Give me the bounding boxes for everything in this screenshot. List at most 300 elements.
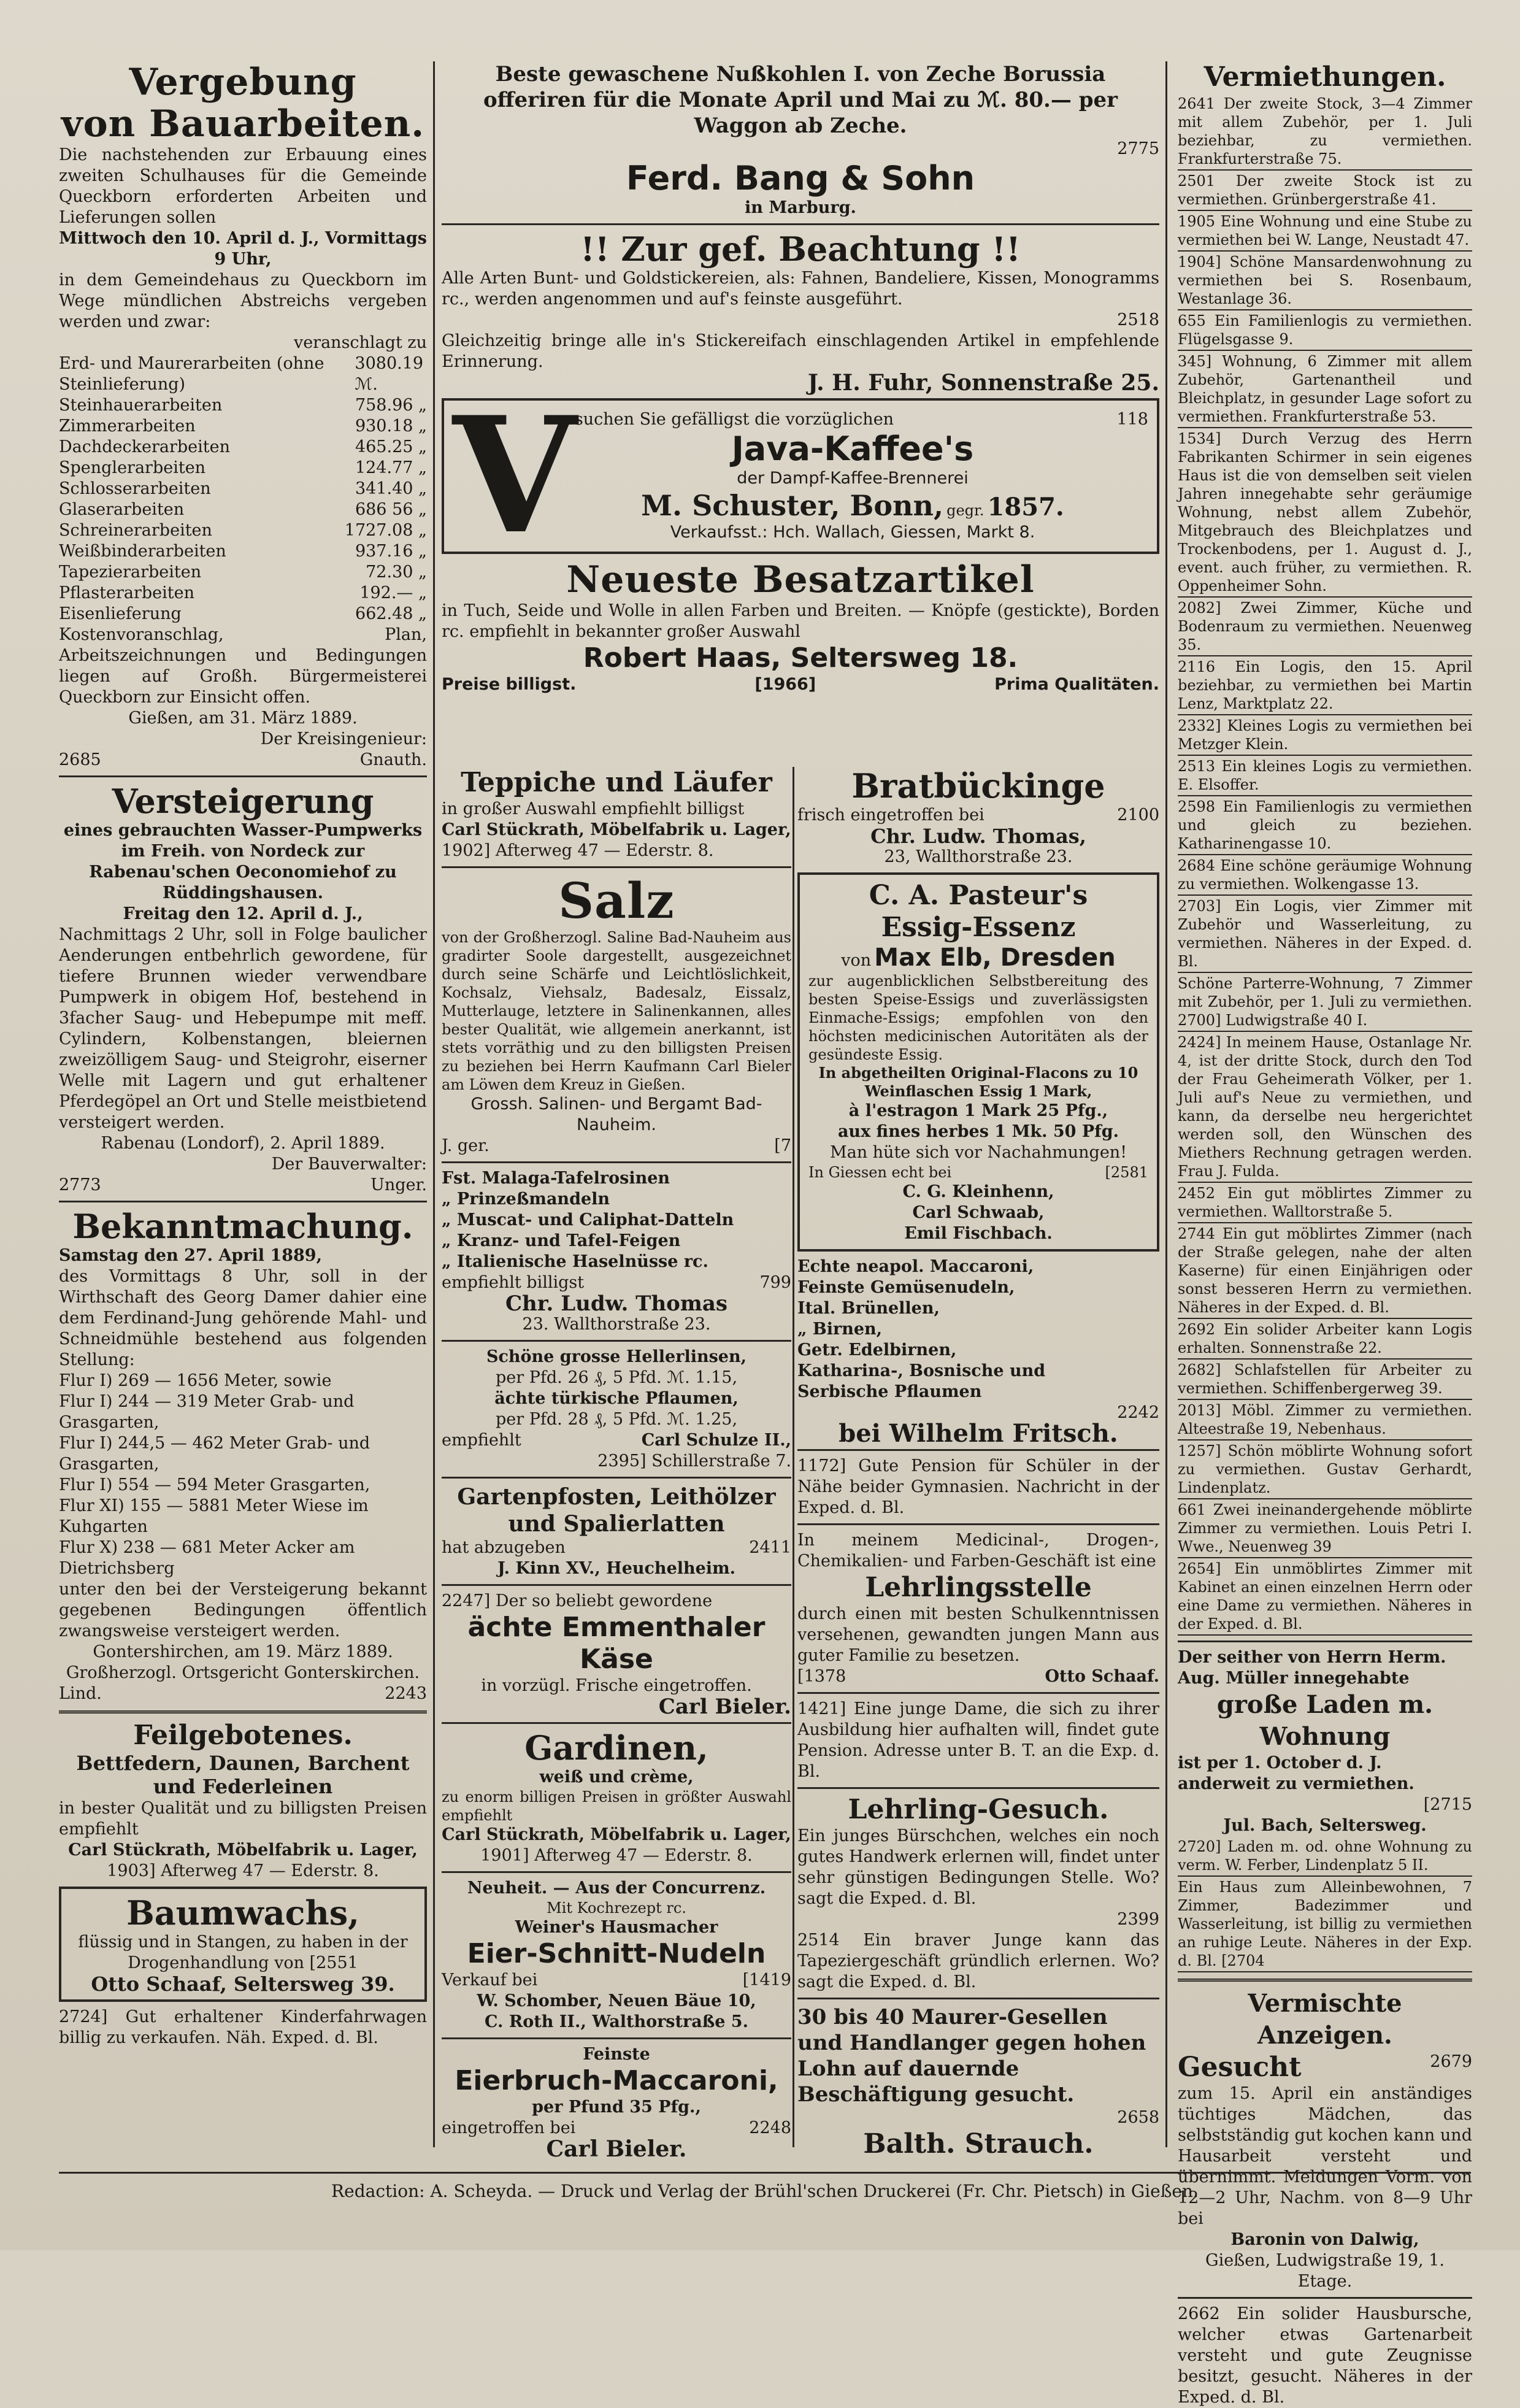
divider <box>1178 1979 1472 1982</box>
cost-row <box>59 395 427 416</box>
list-item: 2082] Zwei Zimmer, Küche und Bodenraum zu vermiethen. Neuenweg 35. <box>1178 598 1472 656</box>
body: in großer Auswahl empfiehlt billigst <box>442 799 745 818</box>
title: ächte türkische Pflaumen, <box>494 1389 739 1408</box>
firm: C. Roth II., Walthorstraße 5. <box>485 2012 748 2031</box>
line: In abgetheilten Original-Flacons zu 10 Weinflaschen Essig 1 Mark, <box>818 1064 1138 1100</box>
cost-row <box>59 458 427 479</box>
line: aux fines herbes 1 Mk. 50 Pfg. <box>837 1122 1119 1141</box>
column-left <box>59 61 427 2048</box>
ad-nusskohlen <box>442 61 1159 218</box>
line: Feinste <box>583 2045 650 2064</box>
cost-value: 192.— „ <box>359 583 427 602</box>
org: Grossh. Salinen- und Bergamt Bad-Nauheim. <box>470 1094 762 1134</box>
row <box>442 1970 791 1991</box>
ad-number: [1378 <box>797 1667 846 1686</box>
divider <box>442 223 1159 225</box>
divider <box>797 1523 1159 1525</box>
column-middle-left <box>442 767 791 2160</box>
firm: Otto Schaaf. <box>1045 1667 1159 1686</box>
title: Neueste Besatzartikel <box>566 558 1035 601</box>
ad-lehrling-gesuch <box>797 1794 1159 1930</box>
cost-name: Steinhauerarbeiten <box>59 396 223 415</box>
signer: Großherzogl. Ortsgericht Gonterskirchen. <box>66 1663 420 1682</box>
list-item: 1534] Durch Verzug des Herrn Fabrikanten Schirmer in sein eigenes Haus ist die von demselben seit vielen Jahren innegehabte sehr geräumige Wohnung, nebst allem Zubehör, Mitgebrauch des Bleichplatzes und Trockenbodens, per 1. August d. J., event. auch früher, zu vermiethen. R. Oppenheimer Sohn. <box>1178 428 1472 598</box>
ad-number: 2679 <box>1430 2052 1472 2071</box>
title: Teppiche und Läufer <box>461 767 772 798</box>
plot-item: Flur I) 244 — 319 Meter Grab- und Grasgarten, <box>59 1392 355 1432</box>
ad-laden <box>1178 1647 1472 1836</box>
title: C. A. Pasteur's <box>869 880 1088 911</box>
ad-kaese <box>442 1591 791 1717</box>
divider <box>797 1692 1159 1694</box>
firm: Chr. Ludw. Thomas <box>505 1291 727 1316</box>
label: veranschlagt zu <box>293 333 427 352</box>
rental-list <box>1178 93 1472 1636</box>
firm: Emil Fischbach. <box>904 1224 1053 1243</box>
ad-tapezierer: 2514 Ein braver Junge kann das Tapeziergeschäft gründlich erlernen. Wo? sagt die Exped. d. Bl. <box>797 1931 1159 1991</box>
ad-number: 2399 <box>1117 1910 1159 1929</box>
column-rule-2 <box>1165 61 1167 2147</box>
title: von Bauarbeiten. <box>61 102 425 145</box>
signature-row <box>59 1683 427 1704</box>
cost-row <box>59 562 427 583</box>
list-item: Fst. Malaga-Tafelrosinen <box>442 1169 670 1188</box>
address: 1903] Afterweg 47 — Ederstr. 8. <box>107 1861 379 1880</box>
firm: Ferd. Bang & Sohn <box>626 159 975 198</box>
list-item: Katharina-, Bosnische und <box>797 1361 1046 1380</box>
ad-maccaroni <box>442 2044 791 2160</box>
signature: J. ger. <box>442 1136 489 1155</box>
divider <box>59 1201 427 1202</box>
divider <box>442 1161 791 1163</box>
divider <box>442 1340 791 1342</box>
title: große Laden m. Wohnung <box>1216 1690 1434 1751</box>
list-item: „ Italienische Haselnüsse rc. <box>442 1252 708 1271</box>
cost-value: 341.40 „ <box>355 479 427 498</box>
section-title: Vermischte Anzeigen. <box>1248 1989 1402 2050</box>
title: !! Zur gef. Beachtung !! <box>580 229 1021 269</box>
divider <box>797 1787 1159 1789</box>
body: hat abzugeben <box>442 1538 566 1557</box>
line: Verkaufsst.: Hch. Wallach, Giessen, Markt 8. <box>670 523 1035 542</box>
ad-bekanntmachung <box>59 1207 427 1704</box>
ad-besatzartikel <box>442 559 1159 695</box>
firm: Carl Stückrath, Möbelfabrik u. Lager, <box>442 1825 791 1844</box>
ad-salz <box>442 873 791 1156</box>
body: Beste gewaschene Nußkohlen I. von Zeche Borussia offeriren für die Monate April und Mai zu ℳ. 80.— per Waggon ab Zeche. <box>483 62 1118 138</box>
ad-bratbueckinge <box>797 767 1159 867</box>
cost-name: Pflasterarbeiten <box>59 583 194 602</box>
row <box>442 1272 791 1293</box>
cost-row <box>59 416 427 437</box>
list-item: 2501 Der zweite Stock ist zu vermiethen. Grünbergerstraße 41. <box>1178 171 1472 211</box>
firm: Carl Schwaab, <box>912 1203 1045 1222</box>
line: Weiner's Hausmacher <box>515 1918 718 1937</box>
body: in Tuch, Seide und Wolle in allen Farben und Breiten. — Knöpfe (gestickte), Borden rc. empfiehlt in bekannter großer Auswahl <box>442 601 1159 641</box>
body: Ein junges Bürschchen, welches ein noch gutes Handwerk erlernen will, findet unter sehr günstigen Bedingungen Stelle. Wo? sagt die Exped. d. Bl. <box>797 1826 1159 1908</box>
list-item: „ Birnen, <box>797 1320 883 1339</box>
year: 1857. <box>987 493 1064 521</box>
list-item: 2424] In meinem Hause, Ostanlage Nr. 4, ist der dritte Stock, durch den Tod der Frau Geheimerath Völker, per 1. Juli auf's Neue zu vermiethen, und kann, da derselbe neu hergerichtet werden soll, den Wünschen des Miethers Rechnung getragen werden. Frau J. Fulda. <box>1178 1032 1472 1183</box>
list-item: Serbische Pflaumen <box>797 1382 982 1401</box>
ad-gardinen <box>442 1729 791 1866</box>
list-item: Echte neapol. Maccaroni, <box>797 1257 1034 1276</box>
ad-number: 2243 <box>385 1684 427 1703</box>
label: von <box>841 951 872 970</box>
list-item: Getr. Edelbirnen, <box>797 1341 957 1360</box>
ad-junge-dame: 1421] Eine junge Dame, die sich zu ihrer Ausbildung hier aufhalten will, findet gute Pension. Adresse unter B. T. an die Exp. d. Bl. <box>797 1699 1159 1781</box>
list-item: „ Prinzeßmandeln <box>442 1190 610 1209</box>
plot-item: Flur I) 244,5 — 462 Meter Grab- und Grasgarten, <box>59 1434 370 1474</box>
divider <box>442 866 791 868</box>
cost-name: Erd- und Maurerarbeiten (ohne Steinlieferung) <box>59 354 324 394</box>
cost-name: Dachdeckerarbeiten <box>59 437 231 456</box>
firm: C. G. Kleinhenn, <box>902 1182 1054 1201</box>
list-item: 2720] Laden m. od. ohne Wohnung zu verm. W. Ferber, Lindenplatz 5 II. <box>1178 1836 1472 1877</box>
signature-row <box>442 1136 791 1156</box>
address: 23. Wallthorstraße 23. <box>522 1315 711 1334</box>
ad-hausbursche: 2662 Ein solider Hausbursche, welcher etwas Gartenarbeit versteht und gute Zeugnisse besitzt, gesucht. Näheres in der Exped. d. Bl. <box>1178 2304 1472 2407</box>
signer: Der Bauverwalter: <box>271 1155 427 1174</box>
date: Samstag den 27. April 1889, <box>59 1246 322 1265</box>
body: flüssig und in Stangen, zu haben in der Drogenhandlung von [2551 <box>78 1933 408 1972</box>
line: ersuchen Sie gefälligst die vorzüglichen <box>557 410 894 429</box>
body: Verkauf bei <box>442 1971 538 1990</box>
line: à l'estragon 1 Mark 25 Pfg., <box>848 1101 1108 1120</box>
list-item: 2744 Ein gut möblirtes Zimmer (nach der Straße gelegen, nahe der alten Kaserne) für einen Einjährigen oder sonst besseren Herrn zu vermiethen. Näheres in der Exped. d. Bl. <box>1178 1223 1472 1319</box>
section-title: Vermiethungen. <box>1203 61 1446 93</box>
title: Bratbückinge <box>851 766 1105 806</box>
row <box>797 1666 1159 1687</box>
line: ist per 1. October d. J. anderweit zu vermiethen. <box>1178 1753 1414 1793</box>
title: Gardinen, <box>524 1728 708 1768</box>
list-item: 661 Zwei ineinandergehende möblirte Zimmer zu vermiethen. Louis Petri I. Wwe., Neuenweg 39 <box>1178 1499 1472 1558</box>
ad-vergebung <box>59 61 427 771</box>
firm: J. Kinn XV., Heuchelheim. <box>497 1559 736 1578</box>
line: Mit Kochrezept rc. <box>547 1899 686 1917</box>
address: 1901] Afterweg 47 — Ederstr. 8. <box>480 1846 753 1865</box>
ad-versteigerung <box>59 782 427 1196</box>
list-item: Schöne Parterre-Wohnung, 7 Zimmer mit Zubehör, per 1. Juli zu vermiethen. 2700] Ludwigstraße 40 I. <box>1178 973 1472 1032</box>
firm: M. Schuster, Bonn, <box>641 489 943 522</box>
ad-beachtung <box>442 229 1159 396</box>
imprint: Redaction: A. Scheyda. — Druck und Verlag der Brühl'schen Druckerei (Fr. Chr. Pietsch) in Gießen. <box>59 2172 1471 2201</box>
ad-gartenpfosten <box>442 1483 791 1579</box>
title: Schöne grosse Hellerlinsen, <box>486 1347 747 1366</box>
cost-value: 124.77 „ <box>355 458 427 477</box>
list-item: 2682] Schlafstellen für Arbeiter zu vermiethen. Schiffenbergerweg 39. <box>1178 1360 1472 1400</box>
cost-row <box>59 353 427 395</box>
ad-number: 118 <box>1116 410 1148 429</box>
body: frisch eingetroffen bei <box>797 806 985 825</box>
row <box>442 1430 791 1451</box>
row <box>442 2118 791 2139</box>
list-item: „ Kranz- und Tafel-Feigen <box>442 1231 681 1250</box>
title: Eierbruch-Maccaroni, <box>455 2065 778 2096</box>
ad-number: 2685 <box>59 750 101 769</box>
title: Lehrlingsstelle <box>865 1572 1092 1603</box>
row <box>808 1163 1148 1182</box>
line: In Giessen echt bei <box>808 1164 952 1181</box>
row <box>797 805 1159 826</box>
ad-number: [1419 <box>742 1971 791 1990</box>
body: des Vormittags 8 Uhr, soll in der Wirthschaft des Georg Damer dahier eine dem Ferdinand-Jung gehörende Mahl- und Schneidmühle bestehend aus folgenden Stellung: <box>59 1267 427 1369</box>
cost-row <box>59 499 427 520</box>
plot-item: Flur XI) 155 — 5881 Meter Wiese im Kuhgarten <box>59 1496 369 1536</box>
body: unter den bei der Versteigerung bekannt gegebenen Bedingungen öffentlich zwangsweise versteigert werden. <box>59 1580 427 1641</box>
title: Eier-Schnitt-Nudeln <box>467 1938 766 1969</box>
cost-value: 686 56 „ <box>355 500 427 519</box>
divider <box>442 1584 791 1586</box>
list-item: 2513 Ein kleines Logis zu vermiethen. E. Elsoffer. <box>1178 756 1472 796</box>
body: in bester Qualität und zu billigsten Preisen empfiehlt <box>59 1799 427 1839</box>
line <box>442 1591 791 1612</box>
divider <box>442 1871 791 1873</box>
ad-number: 2100 <box>1117 806 1159 825</box>
address: 2395] Schillerstraße 7. <box>597 1452 791 1471</box>
column-right <box>1178 61 1472 2408</box>
body: Die nachstehenden zur Erbauung eines zweiten Schulhauses für die Gemeinde Queckborn erforderten Arbeiten und Lieferungen sollen <box>59 145 427 227</box>
column-middle-top <box>442 61 1159 695</box>
section-title: Feilgebotenes. <box>133 1720 353 1751</box>
cost-row <box>59 437 427 458</box>
column-rule-1 <box>433 61 435 2147</box>
signature-row <box>59 1175 427 1196</box>
cost-value: 937.16 „ <box>355 542 427 561</box>
date: Freitag den 12. April d. J., <box>123 904 363 923</box>
ad-number: 2411 <box>749 1538 791 1557</box>
title: Salz <box>558 872 675 929</box>
ad-linsen <box>442 1347 791 1472</box>
cost-name: Zimmerarbeiten <box>59 417 196 436</box>
ad-malaga <box>442 1168 791 1335</box>
ad-maurer <box>797 2004 1159 2160</box>
firm: Max Elb, Dresden <box>874 944 1116 972</box>
ad-kinderwagen: 2724] Gut erhaltener Kinderfahrwagen billig zu verkaufen. Näh. Exped. d. Bl. <box>59 2007 427 2047</box>
list-item: 2703] Ein Logis, vier Zimmer mit Zubehör und Wasserleitung, zu vermiethen. Näheres in der Exped. d. Bl. <box>1178 896 1472 973</box>
item-list <box>442 1168 791 1272</box>
divider <box>442 2037 791 2039</box>
ad-number: 2658 <box>1117 2108 1159 2127</box>
footer-row <box>442 674 1159 695</box>
title: Versteigerung <box>112 782 374 821</box>
cost-value: 3080.19 ℳ. <box>355 354 424 394</box>
line: Der so beliebt gewordene <box>495 1591 713 1610</box>
divider <box>1178 2297 1472 2299</box>
address: Gießen, Ludwigstraße 19, 1. Etage. <box>1205 2251 1445 2291</box>
list-item: 2692 Ein solider Arbeiter kann Logis erhalten. Sonnenstraße 22. <box>1178 1319 1472 1360</box>
body: zur augenblicklichen Selbstbereitung des besten Speise-Essigs und zuverlässigsten Einmache-Essigs; empfohlen von den höchsten medicinischen Autoritäten als der gesündeste Essig. <box>808 972 1148 1063</box>
list-item: Feinste Gemüsenudeln, <box>797 1278 1015 1297</box>
cost-name: Tapezierarbeiten <box>59 563 202 582</box>
firm: J. H. Fuhr, Sonnenstraße 25. <box>807 370 1159 396</box>
firm: Otto Schaaf, Seltersweg 39. <box>91 1972 395 1996</box>
cost-value: 465.25 „ <box>355 437 427 456</box>
firm: Robert Haas, Seltersweg 18. <box>583 642 1018 674</box>
body: in vorzügl. Frische eingetroffen. <box>481 1676 752 1695</box>
body: empfiehlt billigst <box>442 1273 585 1292</box>
headline: Bettfedern, Daunen, Barchent und Federleinen <box>76 1752 410 1798</box>
divider <box>442 1477 791 1479</box>
ad-text <box>557 409 1148 543</box>
title: 30 bis 40 Maurer-Gesellen und Handlanger gegen hohen Lohn auf dauernde Beschäftigung gesucht. <box>797 2005 1146 2107</box>
name: Lind. <box>59 1684 102 1703</box>
divider <box>1178 1641 1472 1642</box>
row <box>442 1537 791 1558</box>
firm: Chr. Ludw. Thomas, <box>870 825 1086 848</box>
divider <box>442 1722 791 1724</box>
body: Alle Arten Bunt- und Goldstickereien, als: Fahnen, Bandeliere, Kissen, Monogramms rc., werden angenommen und auf's feinste ausgeführt. <box>442 269 1159 309</box>
ad-number: [7 <box>774 1136 791 1155</box>
title: Bekanntmachung. <box>72 1207 413 1246</box>
line: empfiehlt <box>442 1431 521 1450</box>
body: von der Großherzogl. Saline Bad-Nauheim aus gradirter Soole dargestellt, ausgezeichnet durch seine Schärfe und Leichtlöslichkeit, Kochsalz, Viehsalz, Badesalz, Eissalz, Mutterlauge, letztere in Salinenkannen, alles bester Qualität, wie allgemein anerkannt, ist stets vorräthig und zu den billigsten Preisen zu beziehen bei Herrn Kaufmann Carl Bieler am Löwen dem Kreuz in Gießen. <box>442 929 791 1093</box>
rental-list-2 <box>1178 1836 1472 1972</box>
list-item: 2013] Möbl. Zimmer zu vermiethen. Alteestraße 19, Nebenhaus. <box>1178 1400 1472 1441</box>
cost-row <box>59 583 427 604</box>
column-middle-right <box>797 767 1159 2160</box>
ad-nudeln <box>442 1878 791 2033</box>
cost-value: 662.48 „ <box>355 604 427 623</box>
title: Java-Kaffee's <box>731 429 974 468</box>
right: Prima Qualitäten. <box>994 675 1159 694</box>
list-item: Ein Haus zum Alleinbewohnen, 7 Zimmer, Badezimmer und Wasserleitung, ist billig zu vermiethen an ruhige Leute. Näheres in der Exp. d. Bl. [2704 <box>1178 1877 1472 1972</box>
body: durch einen mit besten Schulkenntnissen versehenen, gewandten jungen Mann aus guter Familie zu besetzen. <box>797 1604 1159 1665</box>
cost-name: Schlosserarbeiten <box>59 479 211 498</box>
divider <box>59 775 427 777</box>
list-item: „ Muscat- und Caliphat-Datteln <box>442 1210 734 1229</box>
line <box>557 409 1148 430</box>
title: ächte Emmenthaler Käse <box>467 1612 766 1675</box>
body: zu enorm billigen Preisen in größter Auswahl empfiehlt <box>442 1788 791 1824</box>
list-item: 2641 Der zweite Stock, 3—4 Zimmer mit allem Zubehör, per 1. Juli beziehbar, zu vermiethen. Frankfurterstraße 75. <box>1178 93 1472 171</box>
ad-pasteur <box>797 872 1159 1252</box>
plot-list <box>59 1371 427 1579</box>
list-item: 2332] Kleines Logis zu vermiethen bei Metzger Klein. <box>1178 715 1472 756</box>
row <box>1178 2052 1472 2083</box>
list-item: 2598 Ein Familienlogis zu vermiethen und gleich zu beziehen. Katharinengasse 10. <box>1178 796 1472 855</box>
line: der Dampf-Kaffee-Brennerei <box>737 469 969 488</box>
cost-name: Weißbinderarbeiten <box>59 542 226 561</box>
ad-number: [2581 <box>1105 1164 1148 1181</box>
address: 1902] Afterweg 47 — Ederstr. 8. <box>442 841 714 860</box>
ad-number: 2242 <box>1117 1403 1159 1422</box>
firm: Carl Bieler. <box>658 1694 791 1719</box>
title: Essig-Essenz <box>881 912 1076 943</box>
ad-lehrlingsstelle <box>797 1530 1159 1687</box>
line: Man hüte sich vor Nachahmungen! <box>829 1143 1127 1162</box>
firm: Baronin von Dalwig, <box>1230 2230 1419 2249</box>
ad-number: 2248 <box>749 2118 791 2137</box>
cost-row <box>59 479 427 499</box>
list-item: 2654] Ein unmöblirtes Zimmer mit Kabinet an einen einzelnen Herrn oder eine Dame zu vermiethen. Näheres in der Exped. d. Bl. <box>1178 1558 1472 1636</box>
list-item: 345] Wohnung, 6 Zimmer mit allem Zubehör, Gartenantheil und Bleichplatz, in gesunder Lage sofort zu vermiethen. Frankfurterstraße 53. <box>1178 351 1472 428</box>
name: Gnauth. <box>359 750 427 769</box>
firm: Carl Stückrath, Möbelfabrik u. Lager, <box>68 1841 418 1860</box>
plot-item: Flur X) 238 — 681 Meter Acker am Dietrichsberg <box>59 1538 355 1578</box>
ad-number: 2773 <box>59 1175 101 1194</box>
cost-value: 930.18 „ <box>355 417 427 436</box>
cost-value: 758.96 „ <box>355 396 427 415</box>
cost-name: Eisenlieferung <box>59 604 182 623</box>
body: zum 15. April ein anständiges tüchtiges Mädchen, das selbstständig gut kochen kann und Hausarbeit versteht und übernimmt. Meldungen Vorm. von 12—2 Uhr, Nachm. von 8—9 Uhr bei <box>1178 2084 1472 2228</box>
plot-item: Flur I) 554 — 594 Meter Grasgarten, <box>59 1475 370 1494</box>
ad-number: 799 <box>759 1273 791 1292</box>
list-item: 1905 Eine Wohnung und eine Stube zu vermiethen bei W. Lange, Neustadt 47. <box>1178 211 1472 252</box>
signature-row <box>59 750 427 771</box>
name: Unger. <box>370 1175 427 1194</box>
date: Mittwoch den 10. April d. J., Vormittags 9 Uhr, <box>59 229 427 269</box>
cost-name: Schreinerarbeiten <box>59 521 212 540</box>
title: Lehrling-Gesuch. <box>848 1794 1109 1825</box>
cost-name: Spenglerarbeiten <box>59 458 206 477</box>
ad-number: 2518 <box>1117 310 1159 329</box>
cost-name: Glaserarbeiten <box>59 500 185 519</box>
ad-number: 2775 <box>1117 139 1159 158</box>
firm-row <box>557 489 1148 522</box>
list-item: 2684 Eine schöne geräumige Wohnung zu vermiethen. Wolkengasse 13. <box>1178 855 1472 896</box>
left: Preise billigst. <box>442 675 577 694</box>
ad-number: [2715 <box>1423 1795 1472 1814</box>
body: In meinem Medicinal-, Drogen-, Chemikalien- und Farben-Geschäft ist eine <box>797 1531 1159 1571</box>
cost-value: 72.30 „ <box>366 563 427 582</box>
dateline: Gießen, am 31. März 1889. <box>128 709 358 728</box>
cost-list <box>59 353 427 625</box>
list-item: 1904] Schöne Mansardenwohnung zu vermiethen bei S. Rosenbaum, Westanlage 36. <box>1178 252 1472 310</box>
list-item: 1257] Schön möblirte Wohnung sofort zu vermiethen. Gustav Gerhardt, Lindenplatz. <box>1178 1441 1472 1499</box>
firm: Carl Stückrath, Möbelfabrik u. Lager, <box>442 820 791 839</box>
body: Gleichzeitig bringe alle in's Stickereifach einschlagenden Artikel in empfehlende Erinnerung. <box>442 331 1159 371</box>
title: Baumwachs, <box>126 1893 359 1933</box>
ad-teppiche <box>442 767 791 861</box>
title: Gesucht <box>1178 2052 1302 2083</box>
body: Nachmittags 2 Uhr, soll in Folge baulicher Aenderungen entbehrlich gewordene, für tiefere Brunnen wieder verwendbare Pumpwerk in obigem Hof, bestehend in 3facher Saug- und Hebepumpe mit meff. Cylindern, Kolbenstangen, bleiernen zweizölligem Saug- und Steigrohr, eiserner Welle mit Lagern und gut erhaltener Pferdegöpel an Ort und Stelle meistbietend versteigert werden. <box>59 925 427 1132</box>
ad-baumwachs <box>59 1887 427 2002</box>
gegr: gegr. <box>946 502 985 519</box>
firm-row <box>808 944 1148 972</box>
list-item: Ital. Brünellen, <box>797 1299 940 1318</box>
plot-item: Flur I) 269 — 1656 Meter, sowie <box>59 1371 332 1390</box>
firm: Carl Schulze II., <box>641 1431 791 1450</box>
firm: W. Schomber, Neuen Bäue 10, <box>477 1991 756 2010</box>
ad-number: [1966] <box>754 675 816 694</box>
line: per Pfd. 28 ₰, 5 Pfd. ℳ. 1.25, <box>495 1410 738 1429</box>
initial-letter: V <box>453 382 577 569</box>
line: Neuheit. — Aus der Concurrenz. <box>467 1879 766 1898</box>
list-item: 2452 Ein gut möblirtes Zimmer zu vermiethen. Walltorstraße 5. <box>1178 1183 1472 1223</box>
ad-number: 2247] <box>442 1591 491 1610</box>
title: Gartenpfosten, Leithölzer und Spalierlatten <box>457 1484 776 1537</box>
divider <box>797 1998 1159 1999</box>
item-list <box>797 1256 1159 1402</box>
divider <box>797 1449 1159 1451</box>
signer: Der Kreisingenieur: <box>260 729 427 748</box>
body: Kostenvoranschlag, Plan, Arbeitszeichnungen und Bedingungen liegen auf Großh. Bürgermeisterei Queckborn zur Einsicht offen. <box>59 625 427 707</box>
cost-row <box>59 541 427 562</box>
price: per Pfund 35 Pfg., <box>532 2098 701 2117</box>
firm: Carl Bieler. <box>546 2136 687 2162</box>
divider <box>59 1710 427 1714</box>
firm: Jul. Bach, Seltersweg. <box>1223 1816 1427 1835</box>
firm: bei Wilhelm Fritsch. <box>839 1419 1118 1448</box>
column-rule-3 <box>793 767 794 2147</box>
subtitle: eines gebrauchten Wasser-Pumpwerks im Freih. von Nordeck zur Rabenau'schen Oeconomiehof zu Rüddingshausen. <box>63 821 423 902</box>
body: in dem Gemeindehaus zu Queckborn im Wege mündlichen Abstreichs vergeben werden und zwar: <box>59 271 427 331</box>
dateline: Rabenau (Londorf), 2. April 1889. <box>101 1134 385 1153</box>
subtitle: weiß und crème, <box>539 1768 694 1787</box>
ad-echte-maccaroni <box>797 1256 1159 1448</box>
line: per Pfd. 26 ₰, 5 Pfd. ℳ. 1.15, <box>495 1368 738 1387</box>
